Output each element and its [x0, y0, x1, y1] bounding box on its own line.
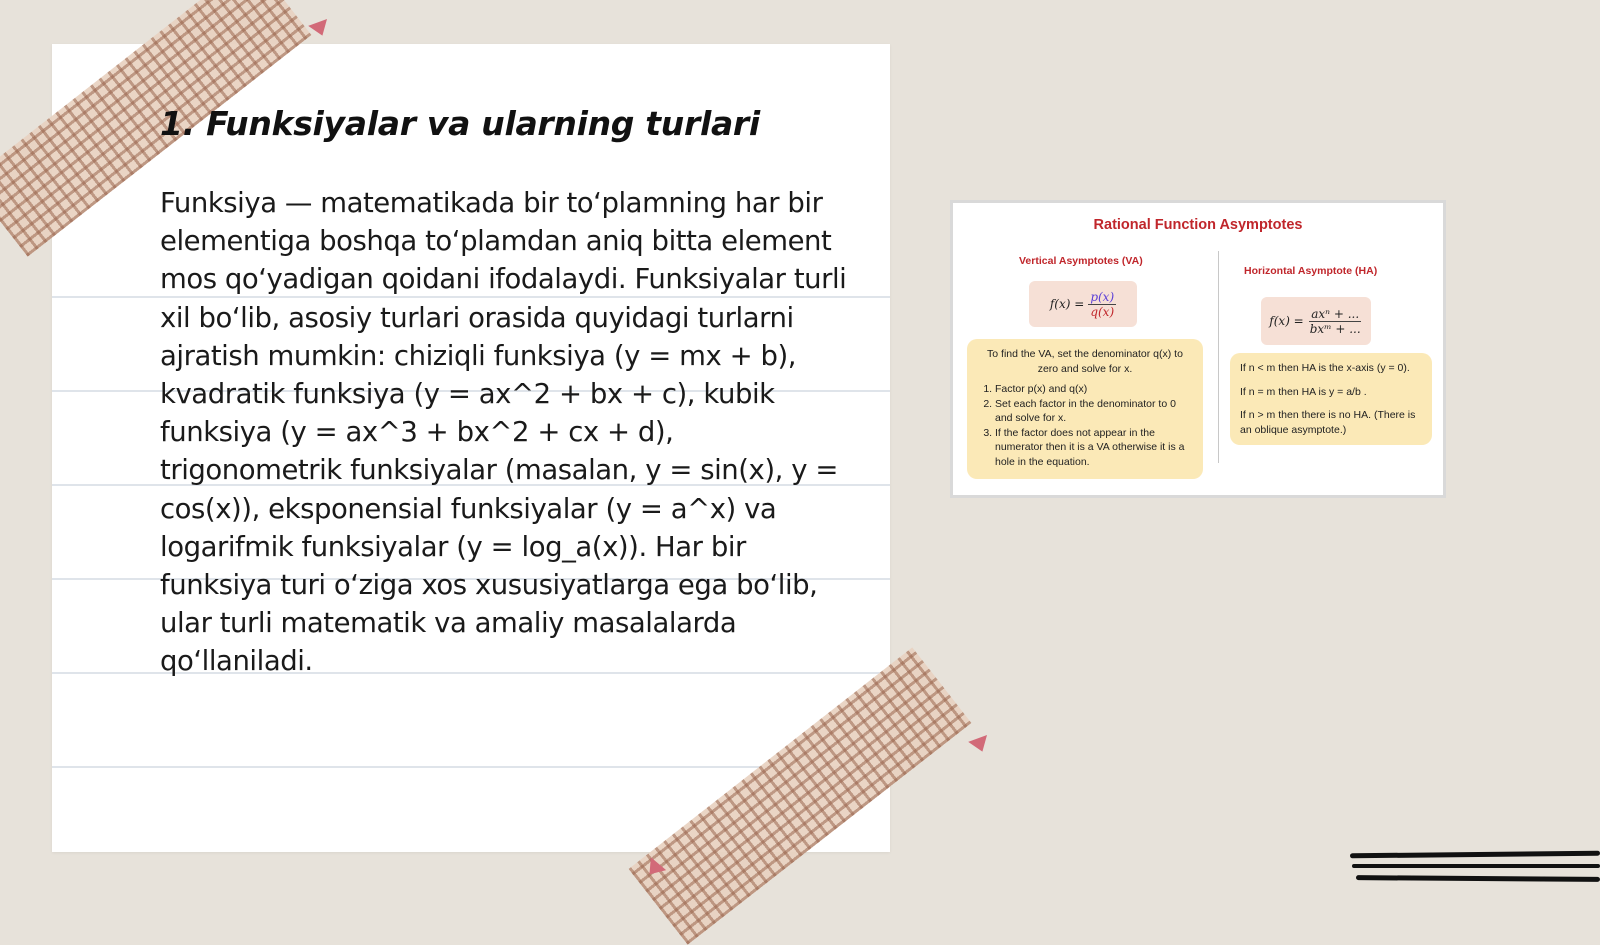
ha-rules-note [1230, 353, 1432, 445]
ha-rule: If n > m then there is no HA. (There is an oblique asymptote.) [1240, 409, 1416, 436]
ha-fraction [1308, 307, 1363, 336]
va-step: 1. Factor p(x) and q(x) [995, 382, 1193, 397]
va-steps-list [977, 382, 1193, 469]
decorative-stroke [1352, 864, 1600, 868]
ha-denominator: bxᵐ + ... [1309, 321, 1361, 336]
va-heading: Vertical Asymptotes (VA) [1019, 255, 1143, 267]
va-steps-note [967, 339, 1203, 479]
asymptotes-figure [950, 200, 1446, 498]
decorative-stroke [1350, 851, 1600, 859]
va-intro: To find the VA, set the denominator q(x) to zero and solve for x. [987, 348, 1183, 375]
slide-title: 1. Funksiyalar va ularning turlari [160, 104, 760, 143]
va-step: 3. If the factor does not appear in the numerator then it is a VA otherwise it is a hole in the equation. [995, 426, 1193, 470]
slide-body-text: Funksiya — matematikada bir to‘plamning har bir elementiga boshqa to‘plamdan aniq bitta element mos qo‘yadigan qoidani ifodalaydi. Funksiyalar turli xil bo‘lib, asosiy turlari orasida quyidagi turlarni ajratish mumkin: chiziqli funksiya (y = mx + b), kvadratik funksiya (y = ax^2 + bx + c), kubik funksiya (y = ax^3 + bx^2 + cx + d), trigonometrik funksiyalar (masalan, y = sin(x), y = cos(x)), eksponensial funksiyalar (y = a^x) va logarifmik funksiyalar (y = log_a(x)). Har bir funksiya turi o‘ziga xos xususiyatlarga ega bo‘lib, ular turli matematik va amaliy masalalarda qo‘llaniladi. [160, 187, 847, 678]
decorative-stroke [1356, 875, 1600, 882]
column-divider [1218, 251, 1219, 463]
ha-formula [1261, 297, 1371, 345]
va-denominator: q(x) [1090, 304, 1115, 319]
ha-rule: If n = m then HA is y = a/b . [1240, 385, 1367, 398]
va-fraction [1088, 290, 1116, 319]
va-formula [1029, 281, 1137, 327]
tape-tip [968, 735, 992, 755]
va-step: 2. Set each factor in the denominator to 0 and solve for x. [995, 397, 1193, 426]
ha-numerator: axⁿ + ... [1311, 306, 1360, 321]
figure-title: Rational Function Asymptotes [1093, 217, 1303, 233]
va-formula-lhs: f(x) = [1049, 297, 1085, 311]
tape-tip [308, 19, 332, 39]
ha-formula-lhs: f(x) = [1269, 314, 1304, 328]
ha-rule: If n < m then HA is the x-axis (y = 0). [1240, 362, 1410, 374]
ha-heading: Horizontal Asymptote (HA) [1244, 265, 1378, 277]
va-numerator: p(x) [1090, 289, 1115, 304]
